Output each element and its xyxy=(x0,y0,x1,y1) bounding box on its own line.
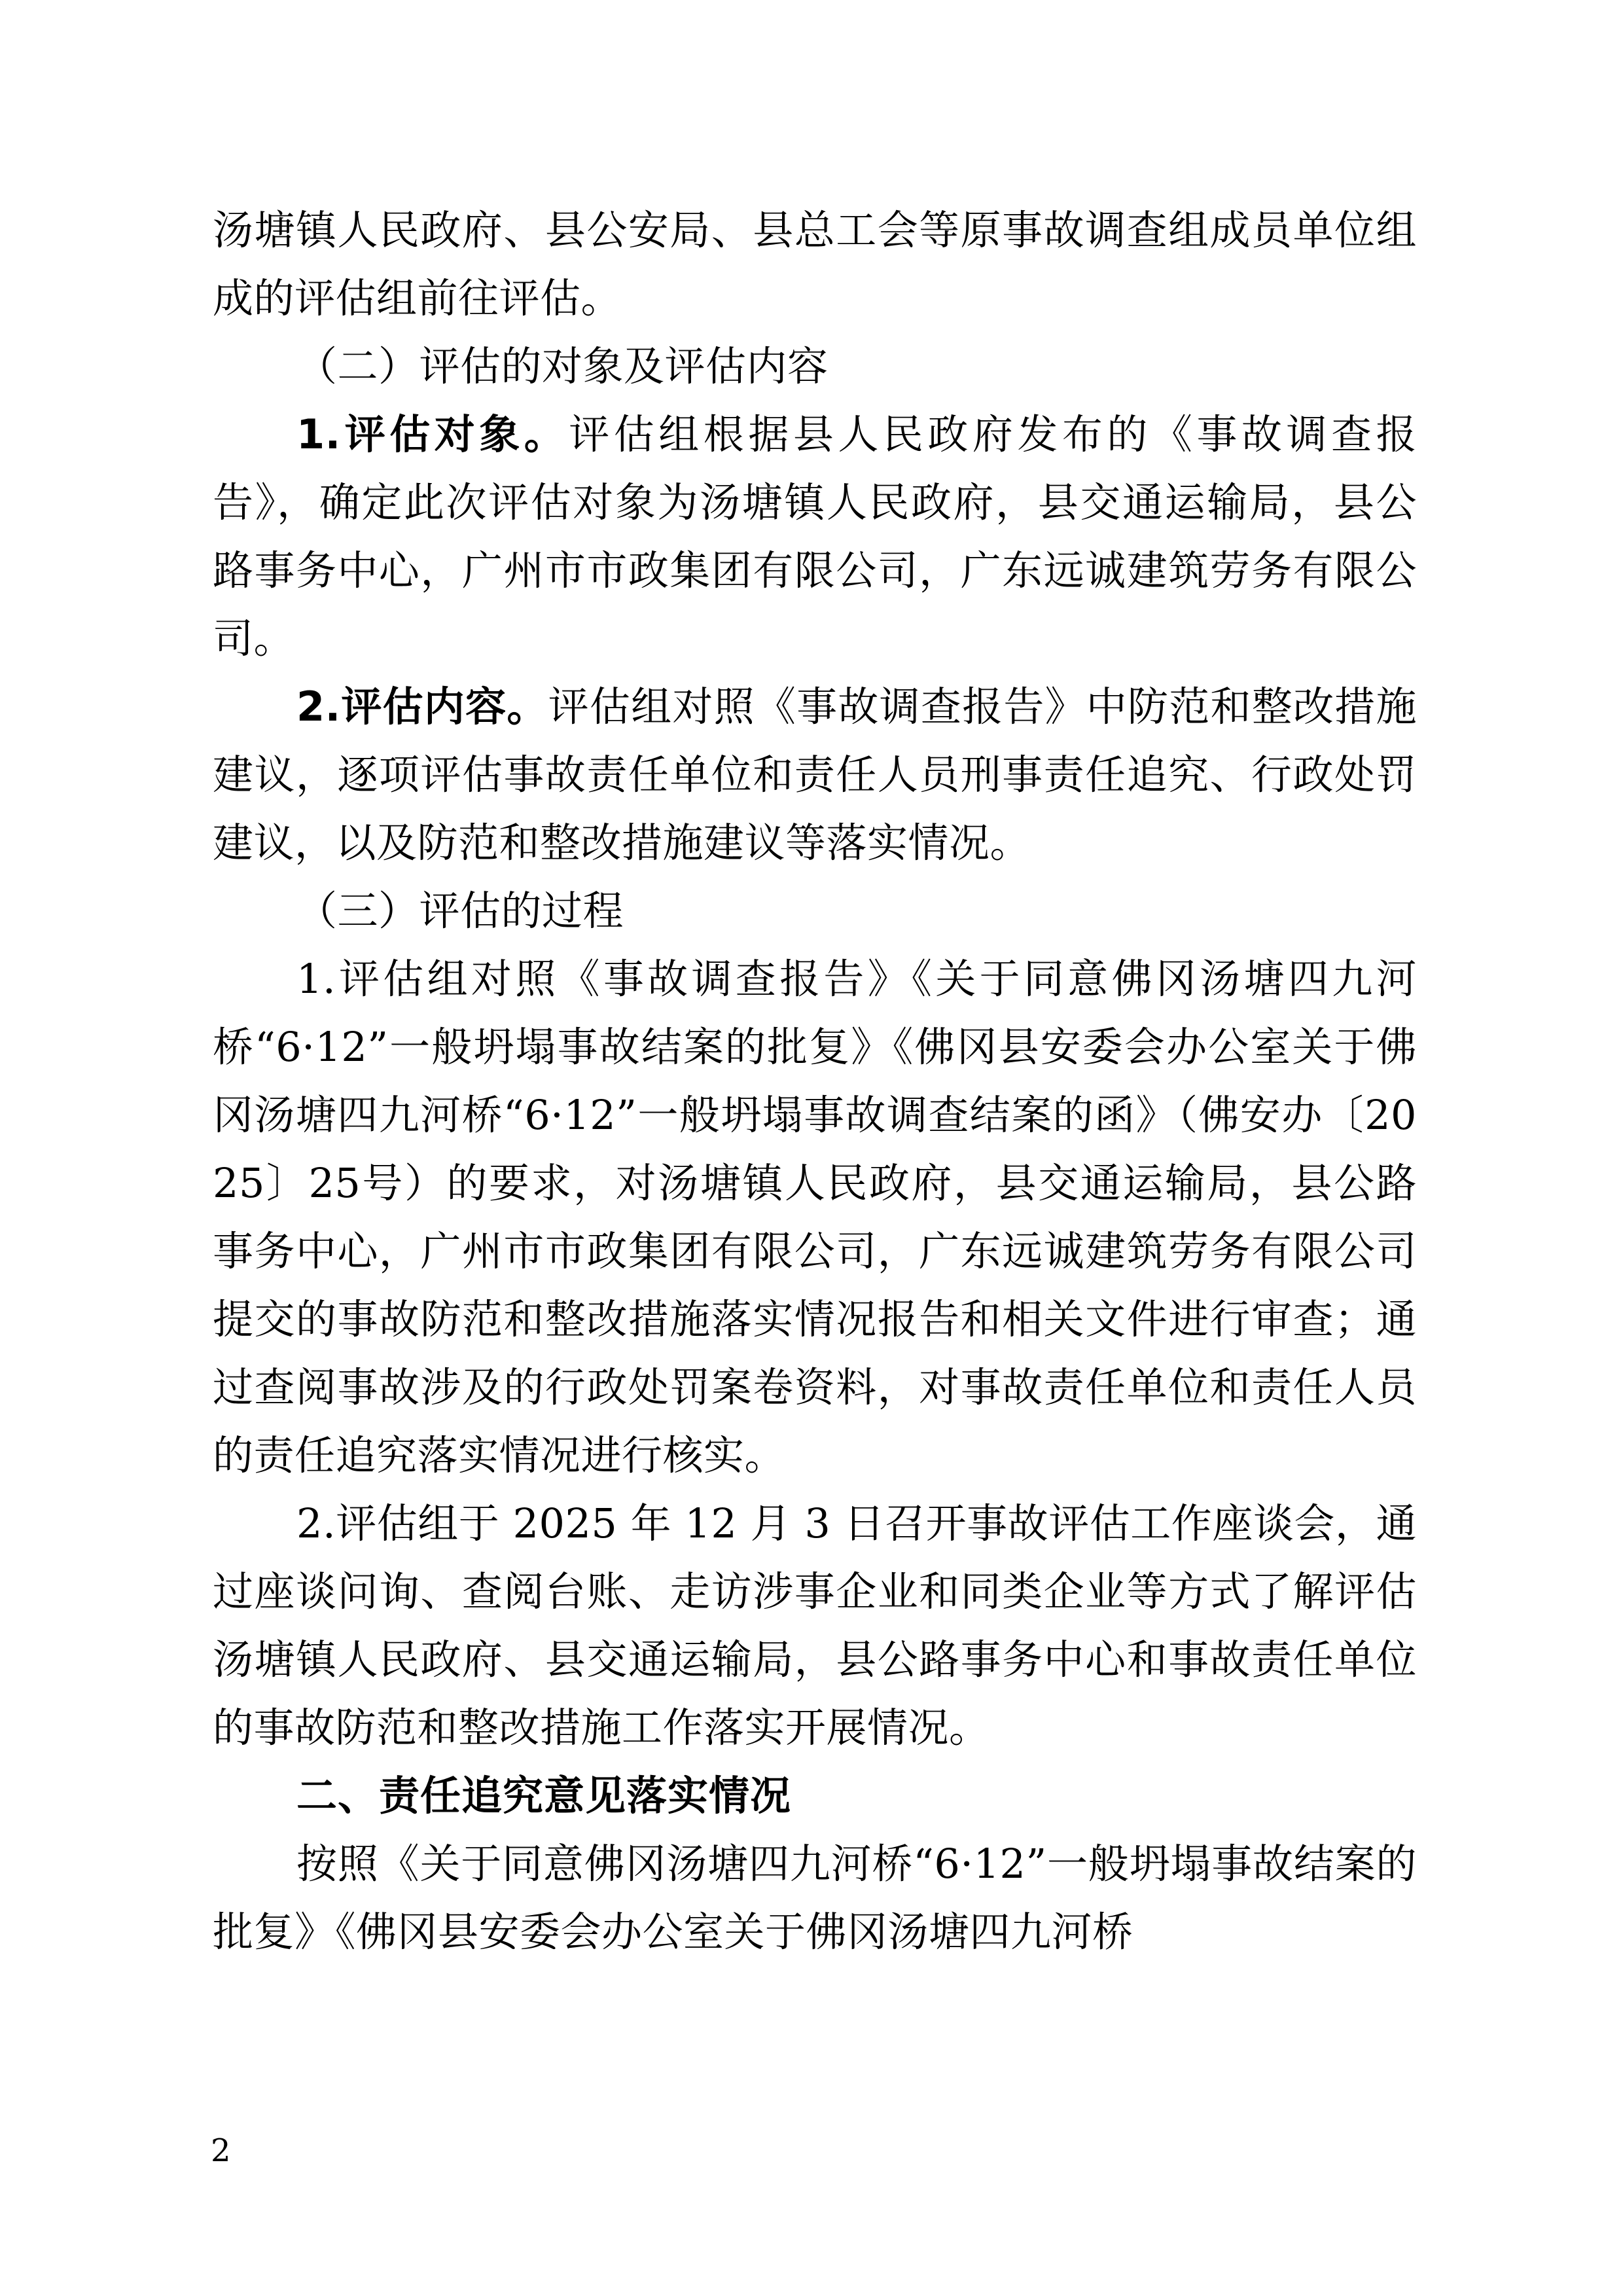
paragraph-assessment-content xyxy=(213,673,1417,877)
paragraph-accountability-body: 按照《关于同意佛冈汤塘四九河桥“6·12”一般坍塌事故结案的批复》《佛冈县安委会办公室关于佛冈汤塘四九河桥 xyxy=(213,1840,1417,1956)
paragraph-continuation: 汤塘镇人民政府、县公安局、县总工会等原事故调查组成员单位组成的评估组前往评估。 xyxy=(213,206,1417,322)
subheading-section-two-scope: （二）评估的对象及评估内容 xyxy=(296,342,829,390)
document-body xyxy=(213,196,1417,1966)
paragraph-process-step-2: 2.评估组于 2025 年 12 月 3 日召开事故评估工作座谈会，通过座谈问询、查阅台账、走访涉事企业和同类企业等方式了解评估汤塘镇人民政府、县交通运输局，县公路事务中心和事故责任单位的事故防范和整改措施工作落实开展情况。 xyxy=(213,1499,1417,1751)
page-number: 2 xyxy=(211,2132,231,2169)
assessment-object-lead: 1.评估对象。 xyxy=(296,410,569,458)
paragraph-process-step-1: 1.评估组对照《事故调查报告》《关于同意佛冈汤塘四九河桥“6·12”一般坍塌事故结案的批复》《佛冈县安委会办公室关于佛冈汤塘四九河桥“6·12”一般坍塌事故调查结案的函》（佛安办〔2025〕25号）的要求，对汤塘镇人民政府，县交通运输局，县公路事务中心，广州市市政集团有限公司，广东远诚建筑劳务有限公司提交的事故防范和整改措施落实情况报告和相关文件进行审查；通过查阅事故涉及的行政处罚案卷资料，对事故责任单位和责任人员的责任追究落实情况进行核实。 xyxy=(213,955,1417,1479)
assessment-content-text: 评估组对照《事故调查报告》中防范和整改措施建议，逐项评估事故责任单位和责任人员刑事责任追究、行政处罚建议，以及防范和整改措施建议等落实情况。 xyxy=(213,683,1417,867)
subheading-section-three-process: （三）评估的过程 xyxy=(296,887,624,935)
paragraph-assessment-object xyxy=(213,401,1417,673)
assessment-object-text: 评估组根据县人民政府发布的《事故调查报告》，确定此次评估对象为汤塘镇人民政府，县交通运输局，县公路事务中心，广州市市政集团有限公司，广东远诚建筑劳务有限公司。 xyxy=(213,410,1417,662)
heading-accountability-implementation: 二、责任追究意见落实情况 xyxy=(296,1772,792,1820)
assessment-content-lead: 2.评估内容。 xyxy=(296,683,548,730)
